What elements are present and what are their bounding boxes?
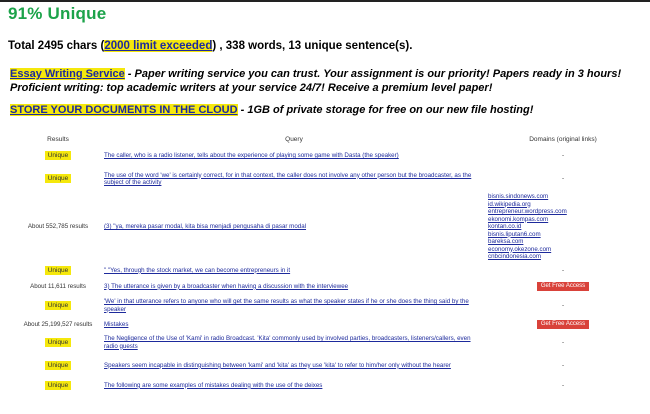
unique-badge: Unique [45,174,72,183]
query-cell [102,332,486,354]
query-link[interactable]: The use of the word 'we' is certainly correct, for in that context, the caller does not involve any other person but the broadcaster, as the subject of the activity [104,171,472,186]
results-count: About 552,785 results [27,223,89,230]
stats-prefix: Total 2495 chars ( [8,40,105,52]
domains-cell [486,294,640,318]
domains-cell [486,280,640,294]
domain-link[interactable]: ekonomi.kompas.com [488,215,549,223]
result-cell [14,192,102,262]
uniqueness-score: 91% Unique [8,4,107,23]
domain-link[interactable]: bisnis.liputan6.com [488,230,541,238]
result-cell [14,332,102,354]
query-link[interactable]: 3) The utterance is given by a broadcaster when having a discussion with the interviewee [104,282,349,290]
query-cell [102,280,486,294]
essay-promo-line2: Proficient writing: top academic writers at your service 24/7! Receive a premium level paper! [10,82,493,94]
domain-link[interactable]: economy.okezone.com [488,245,552,253]
no-domains: - [561,338,565,346]
no-domains: - [561,381,565,389]
domain-link[interactable]: kontan.co.id [488,223,522,230]
query-cell [102,294,486,318]
cloud-promo-text: - 1GB of private storage for free on our new file hosting! [237,104,534,116]
query-cell [102,354,486,378]
result-cell [14,262,102,280]
unique-badge: Unique [45,266,72,275]
result-cell [14,166,102,192]
query-cell [102,146,486,166]
domain-link[interactable]: id.wikipedia.org [488,200,531,208]
no-domains: - [561,361,565,369]
query-cell [102,262,486,280]
domain-link[interactable]: bareksa.com [488,238,524,245]
domain-link[interactable]: bisnis.sindonews.com [488,193,549,200]
domains-cell [486,166,640,192]
domains-cell [486,262,640,280]
results-count: About 11,611 results [30,282,86,290]
table-row [14,166,640,192]
text-stats [8,40,412,52]
cloud-promo [10,103,533,117]
query-link[interactable]: " "Yes, through the stock market, we can become entrepreneurs in it [104,266,291,274]
unique-badge: Unique [45,301,72,310]
limit-exceeded-link[interactable]: 2000 limit exceeded [104,40,213,52]
results-table-header [14,132,640,146]
no-domains: - [561,152,565,160]
get-free-access-button[interactable]: Get Free Access [537,282,589,292]
query-column-header: Query [285,135,303,143]
query-link[interactable]: The following are some examples of mistakes dealing with the use of the deixes [104,381,323,389]
query-cell [102,378,486,394]
essay-writing-service-link[interactable]: Essay Writing Service [10,68,125,80]
result-cell [14,146,102,166]
query-link[interactable]: The caller, who is a radio listener, tells about the experience of playing some game with Dasta (the speaker) [104,152,399,160]
domains-cell [486,378,640,394]
query-link[interactable]: (3) "ya, mereka pasar modal, kita bisa menjadi pengusaha di pasar modal [104,223,307,230]
domains-cell [486,354,640,378]
table-row [14,294,640,318]
result-cell [14,378,102,394]
results-count: About 25,199,527 results [23,320,93,328]
unique-badge: Unique [45,381,72,390]
query-link[interactable]: Speakers seem incapable in distinguishing between 'kami' and 'kita' as they use 'kita' to refer to him/her only without the hearer [104,361,451,369]
query-link[interactable]: Mistakes [104,320,129,328]
query-link[interactable]: The Negligence of the Use of 'Kami' in radio Broadcast. 'Kita' commonly used by involved parties, broadcasters, listeners/callers, even radio guests [104,335,471,350]
unique-badge: Unique [45,338,72,347]
results-table [14,132,640,394]
table-row [14,354,640,378]
table-row [14,192,640,262]
result-cell [14,354,102,378]
essay-promo [10,67,621,81]
no-domains: - [561,175,565,183]
domains-cell [486,318,640,332]
query-link[interactable]: 'We' in that utterance refers to anyone who will get the same results as what the speaker states if he or she does the thing said by the speaker [104,298,469,313]
essay-promo-text: - Paper writing service you can trust. Your assignment is our priority! Papers ready in 3 hours! [124,68,622,80]
table-row [14,280,640,294]
result-cell [14,294,102,318]
no-domains: - [561,301,565,309]
result-cell [14,280,102,294]
query-cell [102,166,486,192]
domain-link[interactable]: entrepreneur.wordpress.com [488,208,567,215]
table-row [14,146,640,166]
query-cell [102,318,486,332]
result-cell [14,318,102,332]
domains-cell [486,332,640,354]
domains-cell [486,146,640,166]
store-documents-cloud-link[interactable]: STORE YOUR DOCUMENTS IN THE CLOUD [10,104,238,116]
top-border [0,0,650,2]
domain-link[interactable]: cnbcindonesia.com [488,253,541,260]
unique-badge: Unique [45,151,72,160]
table-row [14,262,640,280]
domains-column-header: Domains (original links) [529,135,597,143]
table-row [14,378,640,394]
table-row [14,318,640,332]
results-column-header: Results [47,135,69,143]
table-row [14,332,640,354]
unique-badge: Unique [45,361,72,370]
query-cell [102,192,486,262]
get-free-access-button[interactable]: Get Free Access [537,320,589,330]
domains-cell [486,192,640,262]
stats-suffix: ) , 338 words, 13 unique sentence(s). [212,40,413,52]
no-domains: - [561,266,565,274]
